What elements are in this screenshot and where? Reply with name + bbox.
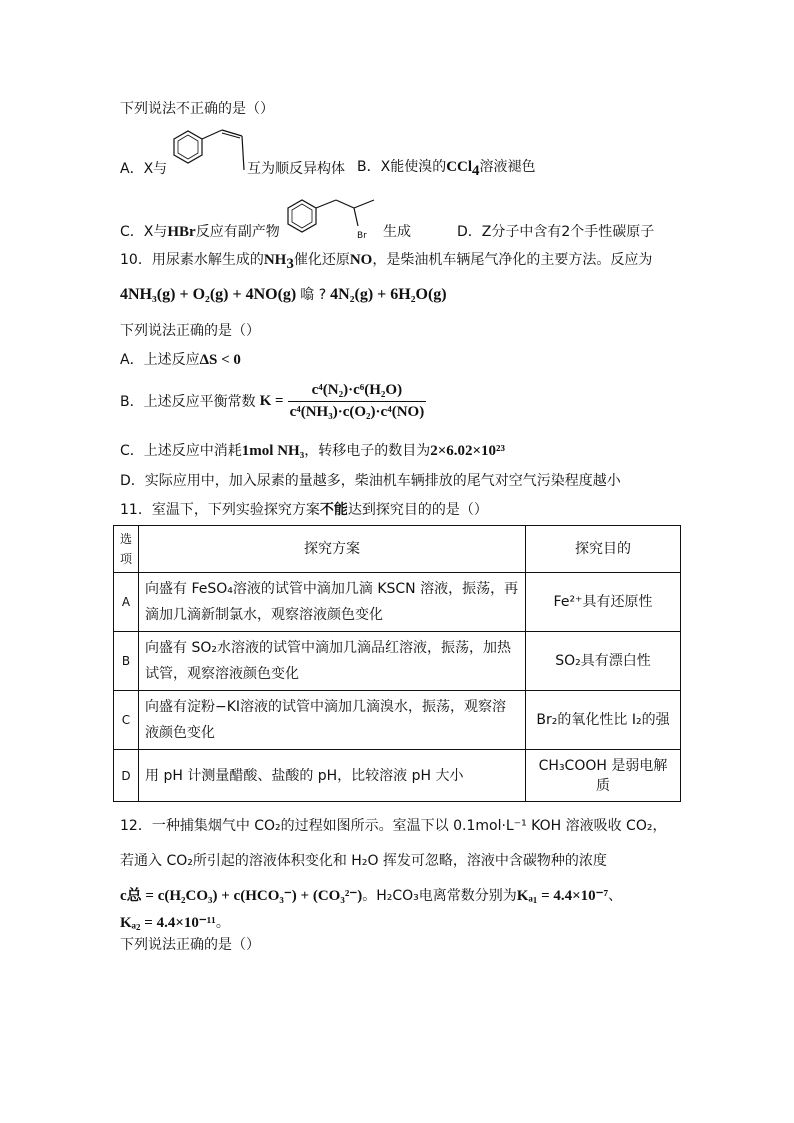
q9-option-d: D．Z分子中含有2个手性碳原子 [457, 224, 655, 240]
row-option: A [114, 573, 139, 632]
q11-stem-a: 11．室温下，下列实验探究方案 [120, 502, 320, 518]
q9-option-a-prefix: A．X与 [120, 161, 168, 177]
q10-equation [120, 284, 447, 304]
q12-line2: 若通入 CO₂所引起的溶液体积变化和 H₂O 挥发可忽略，溶液中含碳物种的浓度 [120, 853, 607, 869]
q12-line4 [120, 912, 230, 932]
q9-option-c-formula: HBr [167, 224, 196, 240]
q10-option-c-value: 2×6.02×10²³ [430, 443, 506, 459]
fraction-numerator: c⁴(N₂)·c⁶(H₂O) [288, 382, 427, 402]
table-row [114, 691, 681, 750]
q12-total-concentration: c总 = c(H₂CO₃) + c(HCO₃⁻) + (CO₃²⁻) [120, 888, 363, 904]
cis-styrene-structure-icon [160, 122, 250, 174]
row-option: C [114, 691, 139, 750]
row-option: D [114, 750, 139, 802]
header-option: 选项 [114, 526, 139, 573]
row-goal: Br₂的氧化性比 I₂的强 [526, 691, 681, 750]
q10-stem-no: NO [349, 252, 373, 268]
table-header-row [114, 526, 681, 573]
q12-ask: 下列说法正确的是（） [120, 937, 260, 953]
q12-line3-sep: 、 [608, 888, 623, 904]
q10-stem-b: 催化还原 [293, 252, 350, 268]
q10-stem: 10．用尿素水解生成的$NH_3$催化还原NO，是柴油机车辆尾气净化的主要方法。反应为 [120, 252, 653, 272]
q12-line3 [120, 884, 622, 905]
q10-stem-c: ，是柴油机车辆尾气净化的主要方法。反应为 [372, 252, 653, 268]
q10-option-d: D．实际应用中，加入尿素的量越多，柴油机车辆排放的尾气对空气污染程度越小 [120, 473, 621, 489]
row-goal: CH₃COOH 是弱电解质 [526, 750, 681, 802]
q10-option-c [120, 440, 505, 460]
q9-option-c-prefix: C．X与 [120, 224, 168, 240]
q10-option-c-mid: ，转移电子的数目为 [304, 443, 431, 459]
q10-option-c-amount: 1mol NH₃ [241, 443, 305, 459]
q9-option-b-formula: CCl [446, 159, 473, 175]
row-option: B [114, 632, 139, 691]
row-plan: 向盛有 FeSO₄溶液的试管中滴加几滴 KSCN 溶液，振荡，再滴加几滴新制氯水，观察溶液颜色变化 [139, 573, 526, 632]
row-plan: 用 pH 计测量醋酸、盐酸的 pH，比较溶液 pH 大小 [139, 750, 526, 802]
q10-option-a [120, 349, 241, 369]
row-plan: 向盛有 SO₂水溶液的试管中滴加几滴品红溶液，振荡，加热试管，观察溶液颜色变化 [139, 632, 526, 691]
equation-left: 4NH₃(g) + O₂(g) + 4NO(g) [120, 286, 297, 303]
q12-line4-end: 。 [215, 915, 230, 931]
q9-option-a-suffix: 互为顺反异构体 [247, 161, 345, 177]
fraction-denominator: c⁴(NH₃)·c(O₂)·c⁴(NO) [289, 403, 425, 420]
q10-option-a-expr: ΔS < 0 [199, 352, 241, 368]
q10-option-b-text: B．上述反应平衡常数 [120, 394, 256, 410]
q12-line3-mid: 。H₂CO₃电离常数分别为 [362, 888, 517, 904]
q10-stem-a: 10．用尿素水解生成的 [120, 252, 264, 268]
q12-ka2: Kₐ₂ = 4.4×10⁻¹¹ [120, 915, 216, 931]
header-plan: 探究方案 [139, 526, 526, 573]
q9-option-b [357, 156, 536, 180]
experiment-table [113, 525, 681, 802]
q9-stem: 下列说法不正确的是（） [120, 101, 274, 117]
q10-option-a-text: A．上述反应 [120, 352, 200, 368]
q9-option-b-suffix: 溶液褪色 [479, 159, 536, 175]
q10-ask: 下列说法正确的是（） [120, 323, 260, 339]
q11-stem-b: 达到探究目的的是（） [347, 502, 488, 518]
q9-option-b-sub: 4 [472, 162, 480, 179]
bromopropylbenzene-structure-icon [282, 186, 392, 242]
table-row [114, 573, 681, 632]
q10-option-c-text: C．上述反应中消耗 [120, 443, 242, 459]
row-plan: 向盛有淀粉−KI溶液的试管中滴加几滴溴水，振荡，观察溶液颜色变化 [139, 691, 526, 750]
row-goal: SO₂具有漂白性 [526, 632, 681, 691]
bromine-label: Br [357, 231, 367, 241]
q12-ka1: Kₐ₁ = 4.4×10⁻⁷ [516, 888, 609, 904]
q9-option-c [120, 221, 280, 241]
equation-arrow: 噏 ? [300, 287, 327, 303]
q9-option-b-text: B．X能使溴的 [357, 159, 447, 175]
q10-option-b [120, 378, 426, 424]
equation-right: 4N₂(g) + 6H₂O(g) [330, 286, 447, 303]
q10-stem-nh3: NH [263, 252, 287, 268]
table-row [114, 632, 681, 691]
header-goal: 探究目的 [526, 526, 681, 573]
q9-option-c-mid: 反应有副产物 [195, 224, 280, 240]
q9-option-c-suffix: 生成 [383, 224, 411, 240]
row-goal: Fe²⁺具有还原性 [526, 573, 681, 632]
q12-line1: 12．一种捕集烟气中 CO₂的过程如图所示。室温下以 0.1mol·L⁻¹ KOH 溶液吸收 CO₂， [120, 818, 667, 834]
q11-stem-bold: 不能 [319, 502, 348, 518]
q11-stem [120, 499, 488, 519]
equilibrium-fraction [288, 382, 427, 421]
table-row [114, 750, 681, 802]
q10-option-b-k: K = [259, 392, 284, 409]
